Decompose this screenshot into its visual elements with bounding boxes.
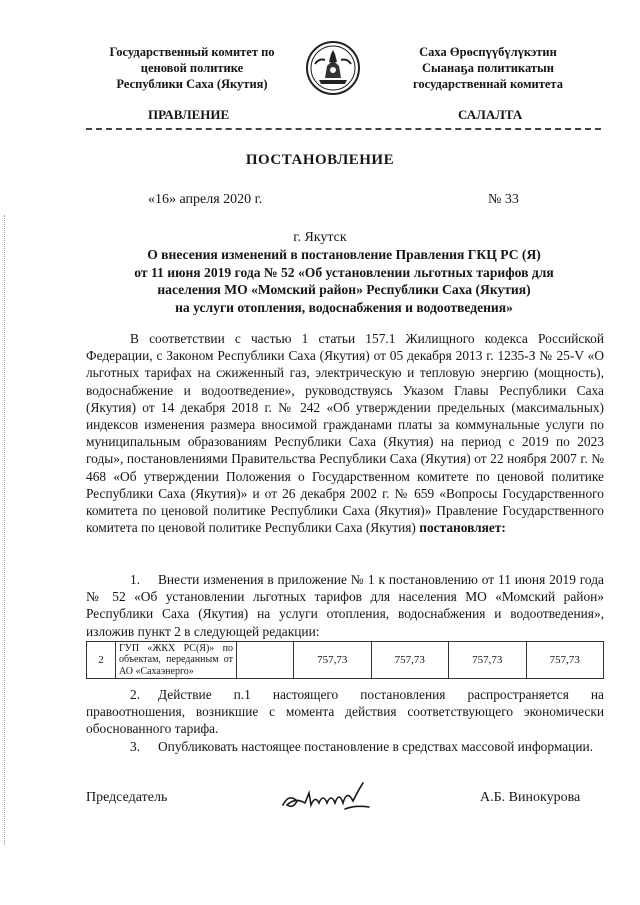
- subject-line: населения МО «Момский район» Республики Саха (Якутия): [157, 282, 531, 297]
- preamble-text: В соответствии с частью 1 статьи 157.1 Жилищного кодекса Российской Федерации, с Законом Республики Саха (Якутия) от 05 декабря 2013 г. 1235-З № 25-V «О льготных тарифах на сжиженный газ, электрическую и тепловую энергию (мощность), водоснабжение и водоотведение», руководствуясь Указом Главы Республики Саха (Якутия) от 14 декабря 2018 г. № 242 «Об утверждении предельных (максимальных) индексов изменения размера вносимой гражданами платы за коммунальные услуги по муниципальным образованиям Республики Саха (Якутия) на период с 2019 по 2023 годы», постановлениями Правительства Республики Саха (Якутия) от 22 ноября 2007 г. № 468 «Об утверждении Положения о Государственном комитете по ценовой политике Республики Саха (Якутия)» и от 26 декабря 2002 г. № 659 «Вопросы Государственного комитета по ценовой политике Республики Саха (Якутия)» Правление Государственного комитета по ценовой политике Республики Саха (Якутия): [86, 331, 604, 536]
- row-number: 2: [87, 642, 116, 679]
- clause-2: [86, 686, 604, 738]
- resolves-keyword: постановляет:: [419, 520, 506, 536]
- handwritten-signature: [275, 775, 375, 821]
- org-name-line: Государственный комитет по: [109, 45, 275, 59]
- tariff-table: [86, 641, 604, 679]
- document-subject: [84, 246, 604, 316]
- scan-margin-line: [4, 215, 5, 845]
- department-yakut: САЛАЛТА: [458, 107, 523, 122]
- clause-number: 3.: [130, 739, 141, 754]
- org-name-russian: [86, 44, 298, 92]
- document-number: № 33: [488, 192, 519, 207]
- tariff-value: 757,73: [371, 642, 449, 679]
- subject-line: О внесения изменений в постановление Правления ГКЦ РС (Я): [147, 247, 541, 262]
- org-name-line: Сыанаҕа политикатын: [422, 61, 554, 75]
- supplier-name: ГУП «ЖКХ РС(Я)» по объектам, переданным от АО «Сахаэнерго»: [116, 642, 237, 679]
- department-russian: ПРАВЛЕНИЕ: [148, 107, 230, 122]
- clause-text: Опубликовать настоящее постановление в средствах массовой информации.: [158, 739, 594, 754]
- org-name-line: государственнай комитета: [413, 77, 563, 91]
- coat-of-arms-emblem: [305, 40, 361, 96]
- signer-role: Председатель: [86, 790, 168, 805]
- org-name-line: Саха Өрөспүүбүлүкэтин: [419, 45, 557, 59]
- subject-line: на услуги отопления, водоснабжения и водоотведения»: [175, 299, 513, 315]
- document-date: «16» апреля 2020 г.: [148, 192, 263, 207]
- clause-number: 1.: [130, 572, 141, 587]
- subject-line: от 11 июня 2019 года № 52 «Об установлении льготных тарифов для: [134, 264, 554, 280]
- empty-cell: [237, 642, 294, 679]
- clause-1: [86, 571, 604, 640]
- clause-text: Действие п.1 настоящего постановления распространяется на правоотношения, возникшие с момента действия соответствующего экономически обоснованного тарифа.: [86, 687, 604, 737]
- org-name-yakut: [378, 44, 598, 92]
- org-name-line: ценовой политике: [140, 61, 244, 75]
- tariff-value: 757,73: [449, 642, 527, 679]
- table-row: [87, 642, 604, 679]
- clause-text: Внести изменения в приложение № 1 к постановлению от 11 июня 2019 года № 52 «Об установлении льготных тарифов для населения МО «Момский район» Республики Саха (Якутия) на услуги отопления, водоснабжения и водоотведения», изложив пункт 2 в следующей редакции:: [86, 572, 604, 639]
- clause-3: [86, 738, 604, 755]
- preamble-paragraph: [86, 330, 604, 536]
- clause-number: 2.: [130, 687, 141, 702]
- tariff-value: 757,73: [526, 642, 604, 679]
- signer-name: А.Б. Винокурова: [480, 790, 581, 805]
- tariff-value: 757,73: [294, 642, 372, 679]
- document-title: ПОСТАНОВЛЕНИЕ: [245, 152, 395, 168]
- header-divider: [86, 128, 601, 130]
- org-name-line: Республики Саха (Якутия): [116, 77, 268, 91]
- document-city: г. Якутск: [293, 230, 347, 245]
